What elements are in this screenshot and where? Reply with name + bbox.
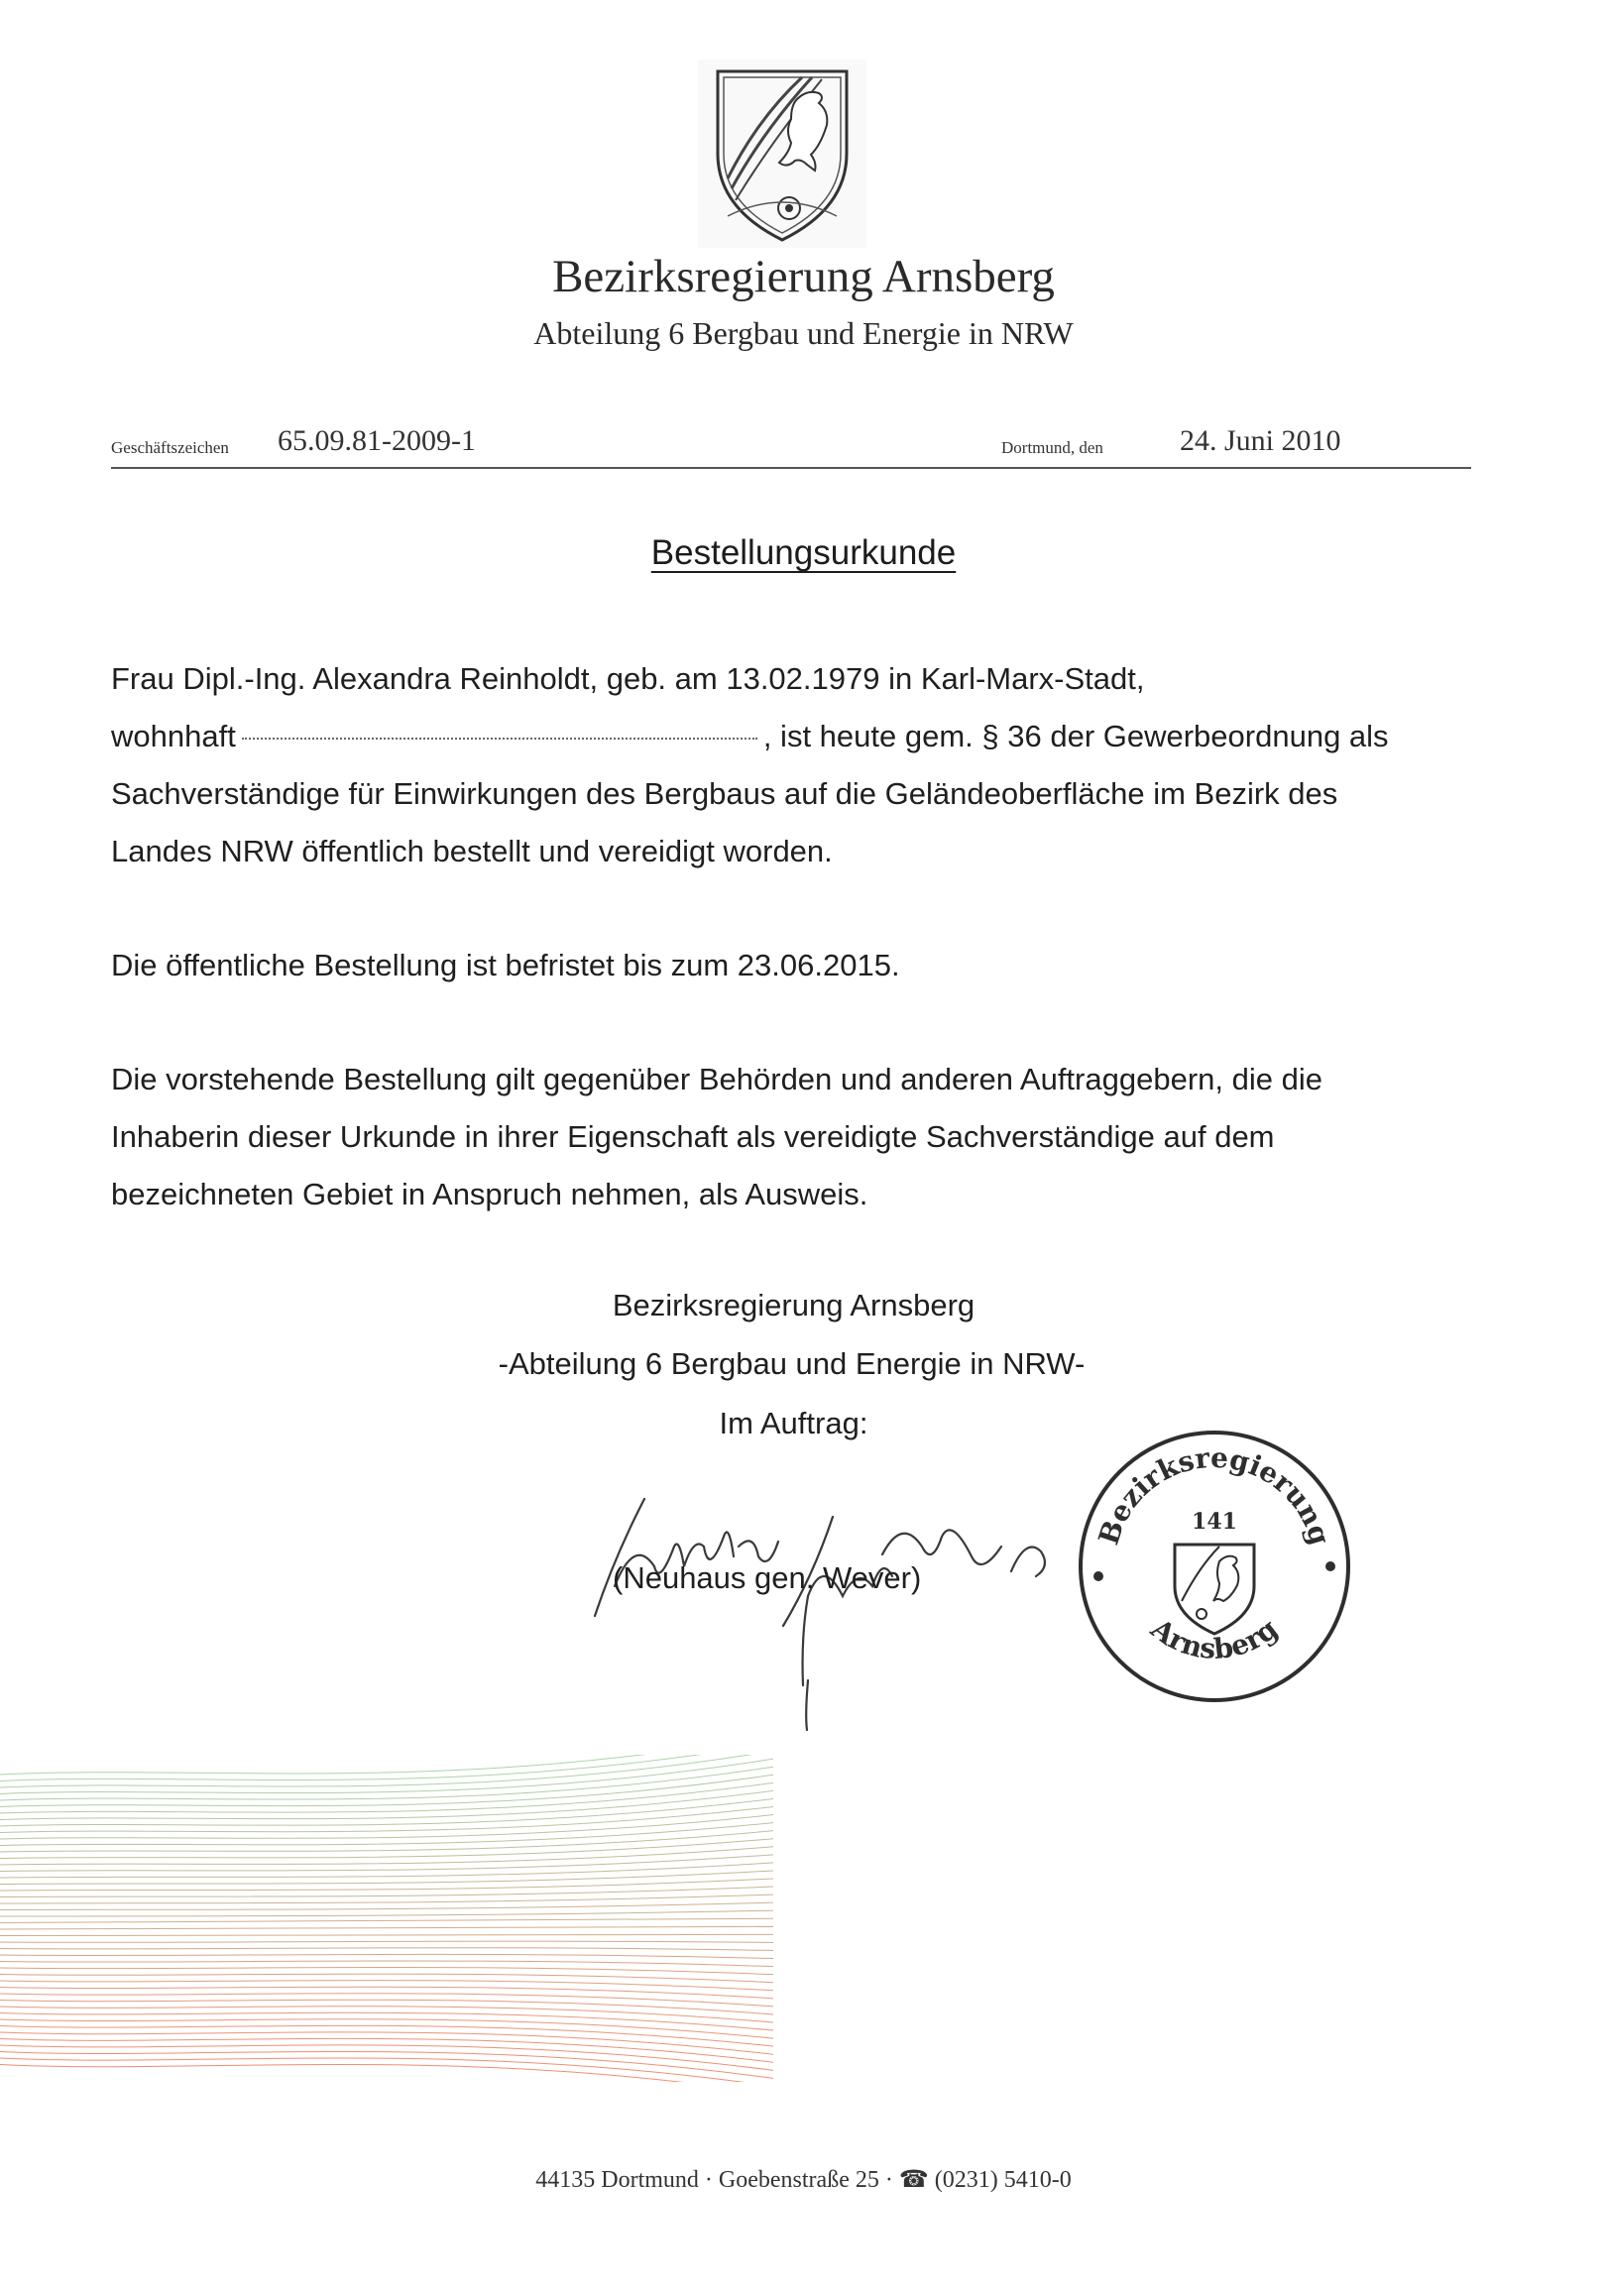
wave-line: [0, 1941, 773, 1942]
wave-line: [0, 1839, 773, 1859]
wave-line: [0, 2065, 773, 2083]
document-title-text: Bestellungsurkunde: [650, 533, 957, 572]
wave-line: [0, 1918, 773, 1922]
authority-name: Bezirksregierung Arnsberg: [552, 251, 1055, 302]
paragraph-line: Sachverständige für Einwirkungen des Bergbaus auf die Geländeoberfläche im Bezirk des: [111, 776, 1338, 811]
redacted-address-field: [242, 738, 757, 740]
wave-line: [0, 1798, 773, 1826]
signer-name: (Neuhaus gen. Wever): [613, 1560, 922, 1595]
wave-line: [0, 1775, 773, 1806]
wave-line: [0, 1831, 773, 1852]
wave-line: [0, 1759, 773, 1793]
reference-label: Geschäftszeichen: [111, 438, 229, 457]
stamp-number: 141: [1192, 1509, 1237, 1535]
wave-line: [0, 1948, 773, 1951]
stamp-bottom-text: Arnsberg: [1144, 1612, 1285, 1666]
wave-line: [0, 1823, 773, 1846]
on-behalf-label: Im Auftrag:: [719, 1406, 868, 1440]
reference-value: 65.09.81-2009-1: [278, 424, 476, 457]
wave-line: [0, 1981, 773, 1991]
wave-line: [0, 2058, 773, 2082]
wave-line: [0, 1767, 773, 1800]
appointment-paragraph: [111, 650, 1389, 880]
paragraph-line: Frau Dipl.-Ing. Alexandra Reinholdt, geb. am 13.02.1979 in Karl-Marx-Stadt,: [111, 661, 1145, 696]
signature-organization: Bezirksregierung Arnsberg: [612, 1288, 976, 1322]
wave-line: [0, 1755, 773, 1781]
footer-phone: (0231) 5410-0: [934, 2167, 1072, 2193]
telephone-icon: ☎: [898, 2167, 929, 2193]
paragraph-line: Landes NRW öffentlich bestellt und vereidigt worden.: [111, 834, 833, 868]
wave-line: [0, 1879, 773, 1891]
date-value: 24. Juni 2010: [1180, 424, 1341, 457]
header-divider: [111, 467, 1471, 469]
department-name: Abteilung 6 Bergbau und Energie in NRW: [533, 315, 1074, 351]
paragraph-line: bezeichneten Gebiet in Anspruch nehmen, als Ausweis.: [111, 1177, 868, 1211]
wave-line: [0, 1910, 773, 1916]
document-title: [0, 533, 1607, 573]
official-seal-icon: [1071, 1418, 1358, 1705]
handwritten-signature: [585, 1477, 1081, 1735]
decorative-wave-pattern: [0, 1755, 793, 2082]
paragraph-text: , ist heute gem. § 36 der Gewerbeordnung als: [762, 719, 1389, 753]
paragraph-line: Die vorstehende Bestellung gilt gegenüber Behörden und anderen Auftraggebern, die die: [111, 1062, 1322, 1096]
wave-line: [0, 1926, 773, 1929]
validity-paragraph: Die öffentliche Bestellung ist befristet bis zum 23.06.2015.: [111, 948, 900, 982]
signature-department: -Abteilung 6 Bergbau und Energie in NRW-: [498, 1346, 1086, 1381]
wave-line: [0, 1967, 773, 1974]
stamp-top-text: Bezirksregierung: [1091, 1440, 1337, 1550]
nrw-coat-of-arms-icon: [698, 59, 866, 248]
wave-line: [0, 1755, 773, 1775]
footer-address-text: 44135 Dortmund · Goebenstraße 25 ·: [535, 2167, 893, 2193]
paragraph-line: Inhaberin dieser Urkunde in ihrer Eigenschaft als vereidigte Sachverständige auf dem: [111, 1119, 1275, 1154]
wave-line: [0, 1961, 773, 1967]
residence-label: wohnhaft: [111, 719, 236, 753]
wave-line: [0, 1887, 773, 1896]
wave-line: [0, 1954, 773, 1958]
scope-paragraph: [111, 1051, 1322, 1223]
footer-address: [0, 2165, 1607, 2194]
date-label: Dortmund, den: [1001, 438, 1103, 457]
wave-line: [0, 1987, 773, 1999]
wave-line: [0, 1902, 773, 1909]
wave-line: [0, 1934, 773, 1936]
paragraph-line: [111, 708, 1389, 765]
wave-line: [0, 2000, 773, 2014]
